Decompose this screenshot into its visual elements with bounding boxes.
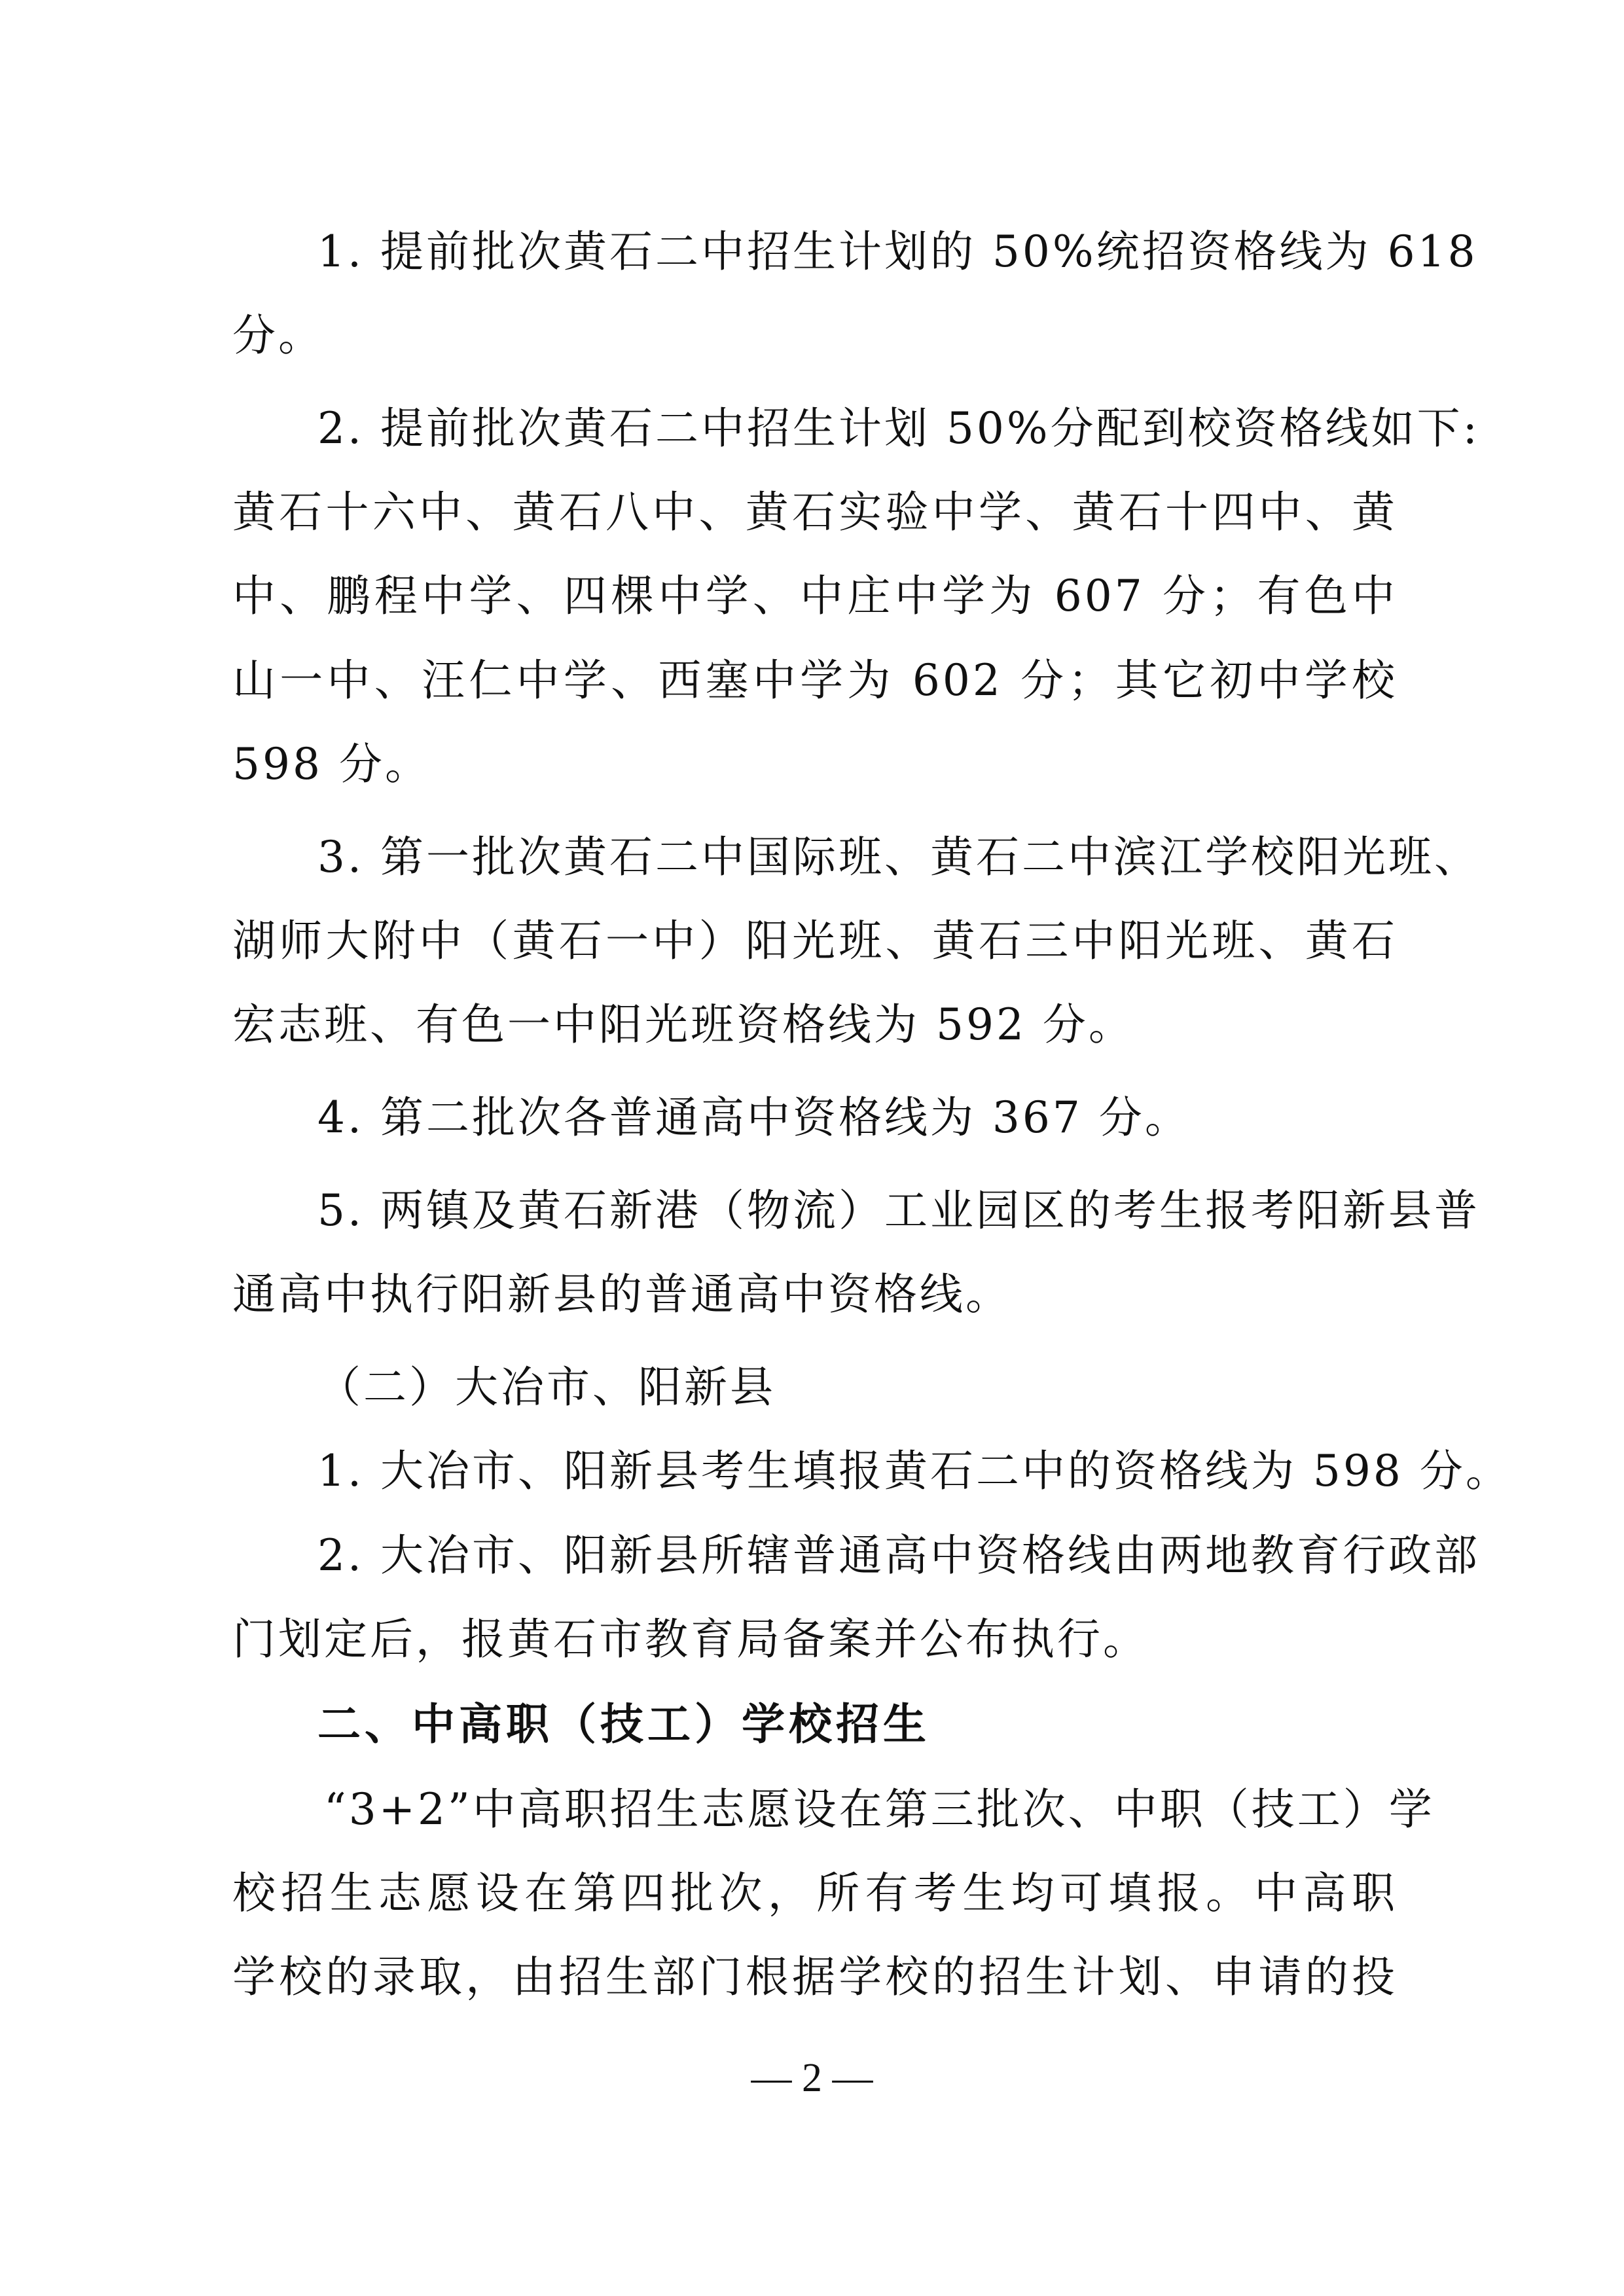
paragraph-line: “3+2”中高职招生志愿设在第三批次、中职（技工）学 (324, 1784, 1435, 1835)
paragraph-line: 1. 提前批次黄石二中招生计划的 50%统招资格线为 618 (317, 226, 1478, 277)
paragraph-line: 2. 大冶市、阳新县所辖普通高中资格线由两地教育行政部 (317, 1530, 1480, 1581)
paragraph-line: 598 分。 (232, 739, 431, 789)
paragraph-line: 4. 第二批次各普通高中资格线为 367 分。 (317, 1092, 1191, 1143)
paragraph-line: 山一中、汪仁中学、西塞中学为 602 分；其它初中学校 (232, 655, 1398, 706)
paragraph-line: 学校的录取，由招生部门根据学校的招生计划、申请的投 (232, 1952, 1398, 2002)
paragraph-line: 校招生志愿设在第四批次，所有考生均可填报。中高职 (232, 1868, 1398, 1918)
paragraph-line: 宏志班、有色一中阳光班资格线为 592 分。 (232, 999, 1134, 1050)
section-subheading: （二）大冶市、阳新县 (317, 1362, 776, 1412)
paragraph-line: 5. 两镇及黄石新港（物流）工业园区的考生报考阳新县普 (317, 1185, 1480, 1236)
paragraph-line: 通高中执行阳新县的普通高中资格线。 (232, 1269, 1011, 1319)
paragraph-line: 中、鹏程中学、四棵中学、中庄中学为 607 分；有色中 (232, 571, 1398, 621)
section-heading: 二、中高职（技工）学校招生 (317, 1699, 930, 1749)
paragraph-line: 门划定后，报黄石市教育局备案并公布执行。 (232, 1614, 1149, 1664)
paragraph-line: 分。 (232, 310, 324, 361)
paragraph-line: 1. 大冶市、阳新县考生填报黄石二中的资格线为 598 分。 (317, 1446, 1511, 1496)
paragraph-line: 2. 提前批次黄石二中招生计划 50%分配到校资格线如下: (317, 403, 1480, 454)
paragraph-line: 3. 第一批次黄石二中国际班、黄石二中滨江学校阳光班、 (317, 832, 1480, 882)
page-number: — 2 — (751, 2056, 873, 2100)
paragraph-line: 黄石十六中、黄石八中、黄石实验中学、黄石十四中、黄 (232, 487, 1398, 537)
paragraph-line: 湖师大附中（黄石一中）阳光班、黄石三中阳光班、黄石 (232, 916, 1398, 966)
